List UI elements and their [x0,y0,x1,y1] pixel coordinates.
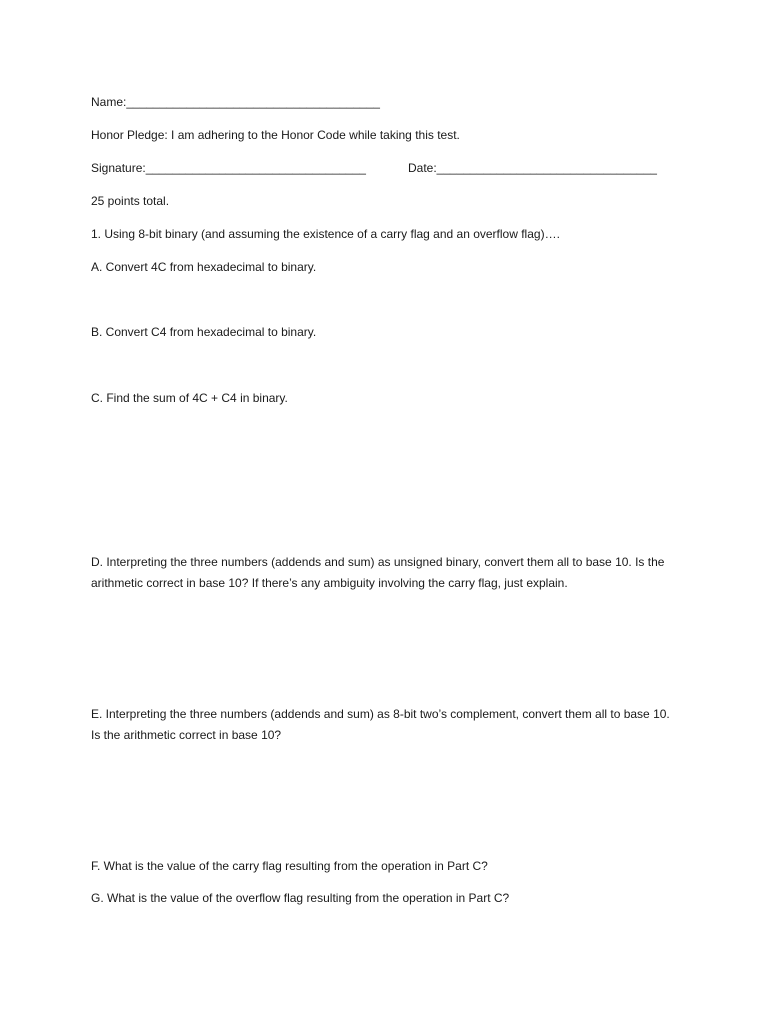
question-1a: A. Convert 4C from hexadecimal to binary. [91,260,317,274]
question-1e: E. Interpreting the three numbers (addends and sum) as 8-bit two’s complement, convert them all to base 10. Is the arithmetic correct in base 10? [91,707,670,742]
signature-field: Signature:_________________________________ [91,161,366,175]
date-field: Date:_________________________________ [408,161,657,175]
points-total: 25 points total. [91,194,170,208]
question-1f: F. What is the value of the carry flag resulting from the operation in Part C? [91,859,488,873]
question-1b: B. Convert C4 from hexadecimal to binary. [91,325,317,339]
question-1-intro: 1. Using 8-bit binary (and assuming the existence of a carry flag and an overflow flag)…. [91,227,560,241]
question-1d: D. Interpreting the three numbers (addends and sum) as unsigned binary, convert them all to base 10. Is the arithmetic correct in base 10? If there’s any ambiguity involving the carry flag, just explain. [91,555,665,590]
honor-pledge: Honor Pledge: I am adhering to the Honor Code while taking this test. [91,128,460,142]
name-field: Name:______________________________________ [91,95,380,109]
question-1g: G. What is the value of the overflow flag resulting from the operation in Part C? [91,891,510,905]
question-1c: C. Find the sum of 4C + C4 in binary. [91,391,288,405]
